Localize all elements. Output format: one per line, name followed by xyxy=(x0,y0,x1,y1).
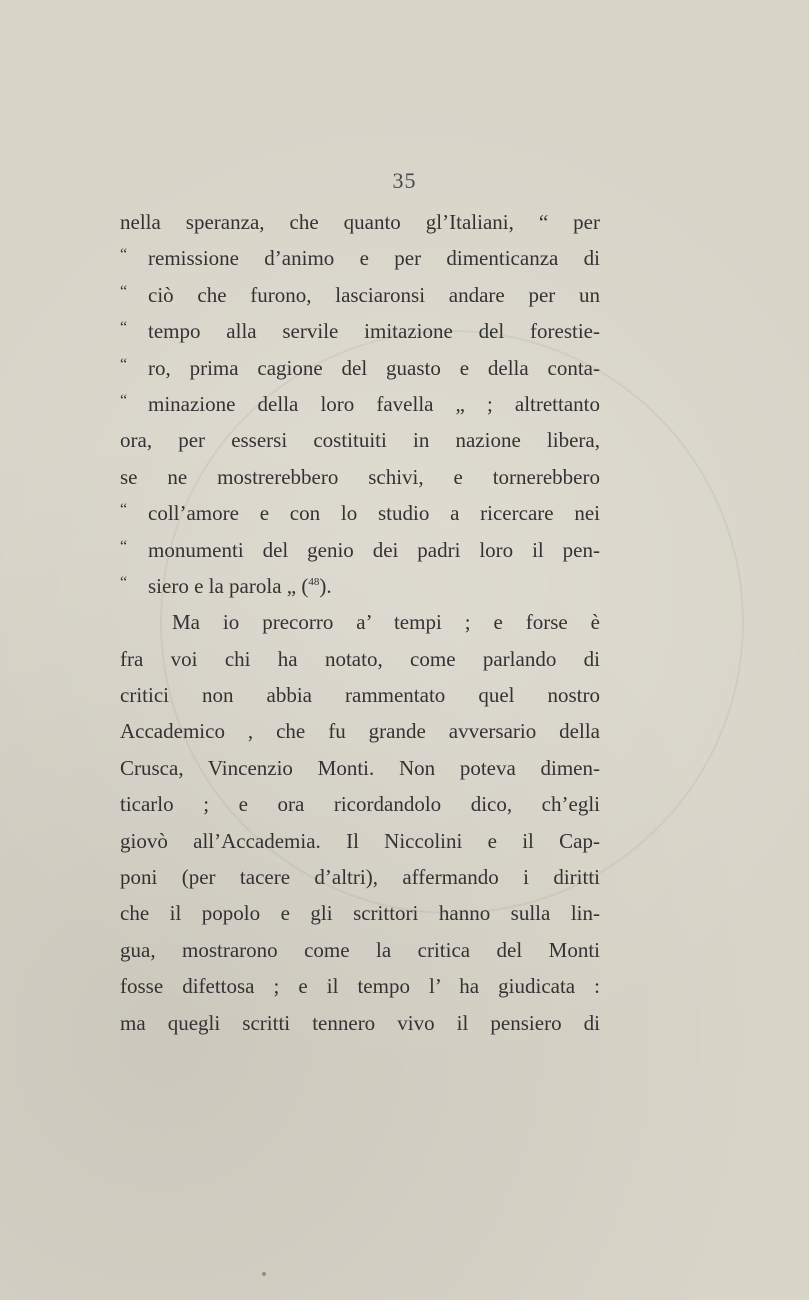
line-text: coll’amore e con lo studio a ricercare nei xyxy=(148,501,600,526)
text-line xyxy=(120,823,600,859)
text-line xyxy=(120,641,600,677)
line-text: Ma io precorro a’ tempi ; e forse è xyxy=(172,610,600,635)
line-text: critici non abbia rammentato quel nostro xyxy=(120,683,600,708)
line-text: nella speranza, che quanto gl’Italiani, “ per xyxy=(120,210,600,234)
text-line xyxy=(120,495,600,531)
quote-mark: “ xyxy=(120,246,128,264)
line-text: ro, prima cagione del guasto e della conta- xyxy=(148,355,600,380)
quote-mark: “ xyxy=(120,282,128,300)
text-line xyxy=(120,968,600,1004)
text-line xyxy=(120,1005,600,1041)
line-text: fra voi chi ha notato, come parlando di xyxy=(120,646,600,671)
text-line xyxy=(120,750,600,786)
text-line xyxy=(120,859,600,895)
quote-mark: “ xyxy=(120,391,128,409)
text-line xyxy=(120,240,600,276)
line-text: ticarlo ; e ora ricordandolo dico, ch’egli xyxy=(120,792,600,817)
text-line xyxy=(120,204,600,240)
line-text: tempo alla servile imitazione del forestie- xyxy=(148,319,600,344)
quote-mark: “ xyxy=(120,537,128,555)
text-line xyxy=(120,422,600,458)
text-line xyxy=(120,532,600,568)
line-text: gua, mostrarono come la critica del Monti xyxy=(120,937,600,962)
quote-mark: “ xyxy=(120,573,128,591)
text-line xyxy=(120,386,600,422)
line-text: che il popolo e gli scrittori hanno sulla lin- xyxy=(120,901,600,926)
line-text: remissione d’animo e per dimenticanza di xyxy=(148,246,600,271)
text-line xyxy=(120,677,600,713)
line-text: giovò all’Accademia. Il Niccolini e il Cap- xyxy=(120,828,600,853)
line-text: se ne mostrerebbero schivi, e tornerebbero xyxy=(120,464,600,489)
line-text: monumenti del genio dei padri loro il pen- xyxy=(148,537,600,562)
page-number: 35 xyxy=(392,168,417,193)
line-text: Accademico , che fu grande avversario della xyxy=(120,719,600,744)
line-text: ma quegli scritti tennero vivo il pensiero di xyxy=(120,1010,600,1035)
text-line xyxy=(120,313,600,349)
text-line xyxy=(120,713,600,749)
quote-mark: “ xyxy=(120,501,128,519)
text-line xyxy=(120,459,600,495)
line-text-end: ). xyxy=(319,573,332,598)
body-text xyxy=(120,204,600,1041)
text-line xyxy=(120,350,600,386)
line-text: minazione della loro favella „ ; altrettanto xyxy=(148,391,600,416)
footnote-reference: 48 xyxy=(308,575,320,588)
line-text: poni (per tacere d’altri), affermando i diritti xyxy=(120,865,600,890)
text-line xyxy=(120,277,600,313)
line-text: fosse difettosa ; e il tempo l’ ha giudicata : xyxy=(120,974,600,999)
text-line xyxy=(120,568,600,604)
text-line xyxy=(120,932,600,968)
quote-mark: “ xyxy=(120,355,128,373)
line-text: ciò che furono, lasciaronsi andare per un xyxy=(148,282,600,307)
text-line xyxy=(120,604,600,640)
quote-mark: “ xyxy=(120,319,128,337)
line-text: Crusca, Vincenzio Monti. Non poteva dimen- xyxy=(120,755,600,780)
line-text: siero e la parola „ ( xyxy=(148,573,309,598)
text-line xyxy=(120,786,600,822)
paper-speck xyxy=(262,1272,266,1276)
text-line xyxy=(120,895,600,931)
line-text: ora, per essersi costituiti in nazione libera, xyxy=(120,428,600,453)
